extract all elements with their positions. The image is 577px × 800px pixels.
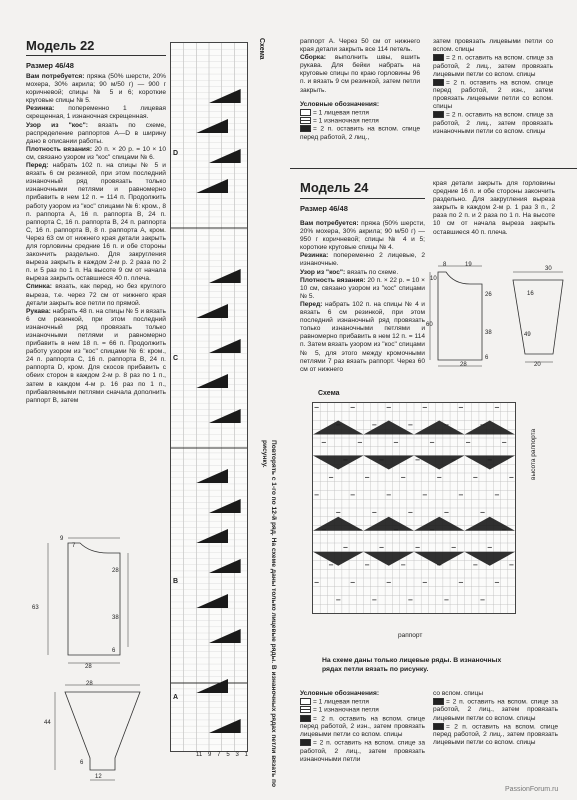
m24-legend-knit: = 1 лицевая петля	[313, 698, 369, 706]
density-text: 20 п. × 20 р. = 10 × 10 см, связано узором из "кос" спицами № 6.	[26, 145, 166, 161]
back-text: вязать, как перед, но без круглого выреза, т.е. через 72 см от нижнего края детали закрыть все петли по прямой.	[26, 283, 166, 307]
m24-dim-a: 8	[443, 262, 447, 268]
m24-cable-text: вязать по схеме.	[347, 268, 399, 276]
cable-purl-front-symbol	[433, 79, 444, 86]
cable-band-mark	[364, 552, 415, 566]
m24-cable-1-symbol	[300, 715, 311, 722]
cable-mark	[196, 679, 228, 693]
cable-band-mark	[465, 552, 516, 566]
model24-rapport-label: раппорт	[398, 632, 423, 639]
model22-chart-note-text: Повторять с 1-го по 12-й ряд. На схеме даны только лицевые ряды. В изнаночных рядах петли вязать по рисунку.	[261, 440, 277, 787]
m24-legend-purl: = 1 изнаночная петля	[313, 706, 379, 714]
model22-dim-width: 28	[85, 664, 92, 670]
model22-size: Размер 46/48	[26, 61, 74, 70]
cable-band-mark	[414, 552, 465, 566]
watermark: PassionForum.ru	[505, 786, 559, 793]
density-label: Плотность вязания:	[26, 145, 93, 153]
m24-legend-cable-1: = 2 п. оставить на вспом. спице перед работой, 2 изн., затем провязать лицевыми петли со вспом. спицы	[300, 715, 425, 739]
sleeves-text: набрать 48 п. на спицы № 5 и вязать 6 см резинкой, при этом последний изнаночный ряд провязать только изнаночными петлями и равномерно прибавить в нем 18 п. = 66 п. Продолжить работу узором из "кос" спицами № 6: кром., 24 п. раппорта C, 16 п. раппорта B, 24 п. раппорта D, кром. Для скосов прибавить с обеих сторон в каждом 2-м р. 8 раз по 1 п., затем в каждом 4-м р. 16 раз по 1 п., прибавляемыми петлями сначала дополнить раппорт B, затем	[26, 307, 166, 404]
model24-description-cont: края детали закрыть для горловины средние 16 п. и обе стороны закончить раздельно. Для закругления выреза закрыть в каждом 2-м р. 1 раз 3 п., 2 раза по 2 п. и 2 раза по 1 п. На высоте 10 см от начала выреза закрыть оставшиеся 40 п. плеча.	[433, 180, 555, 236]
model22-rapport-D: D	[173, 150, 179, 157]
m24-rib-label: Резинка:	[300, 252, 329, 260]
m24-legend-title: Условные обозначения:	[300, 690, 380, 697]
cable-mark	[196, 469, 228, 483]
cable-mark	[196, 594, 228, 608]
model22-body-pattern	[40, 535, 165, 670]
m24-legend-cont-0: со вспом. спицы	[433, 690, 484, 697]
cable-band-mark	[465, 421, 516, 435]
cable-back-symbol	[433, 54, 444, 61]
model22-cont-p1: раппорт A. Через 50 см от нижнего края детали закрыть все 114 петель.	[300, 38, 420, 54]
model22-legend-title: Условные обозначения:	[300, 100, 380, 108]
model22-description	[26, 73, 166, 405]
cable-mark	[209, 559, 241, 573]
purl-symbol	[300, 117, 311, 124]
model24-title-rule	[300, 198, 425, 199]
row-1: 1	[244, 752, 248, 758]
front-label: Перед:	[26, 162, 49, 170]
m24-cable-4-symbol	[433, 723, 444, 730]
m24-density-label: Плотность вязания:	[300, 276, 366, 284]
cable-band-mark	[313, 456, 364, 470]
m24-dim-e: 60	[426, 322, 433, 328]
model24-height-text: высота раппорта	[530, 428, 537, 480]
sleeves-label: Рукава:	[26, 307, 51, 315]
model24-legend-col2	[433, 690, 558, 747]
m24-purl-symbol	[300, 706, 311, 713]
cable-band-mark	[414, 517, 465, 531]
cable-text: вязать по схеме, распределение раппортов A—D в ширину дано в описании работы.	[26, 121, 166, 145]
m24-dim-c: 10	[430, 276, 437, 282]
m24-legend-cable-2: = 2 п. оставить на вспом. спице за работой, 2 лиц., затем провязать изнаночными петли	[300, 739, 425, 763]
m24-cable-3-symbol	[433, 698, 444, 705]
model22-title: Модель 22	[26, 38, 95, 53]
cable-mark	[209, 409, 241, 423]
cable-mark	[209, 89, 241, 103]
cable-mark	[209, 719, 241, 733]
legend-cont-3: = 2 п. оставить на вспом. спице за работой, 2 лиц., затем провязать изнаночными петли со вспом. спицы	[433, 111, 553, 135]
model22-rapport-B: B	[173, 578, 179, 585]
model22-title-rule	[26, 55, 166, 56]
model24-chart-grid	[313, 403, 515, 613]
model22-sleeve-pattern	[40, 680, 165, 790]
cable-band-mark	[364, 456, 415, 470]
model24-legend-col1	[300, 690, 425, 764]
m24-dim-g: 6	[485, 355, 489, 361]
m24-legend-cont-2: = 2 п. оставить на вспом. спице перед работой, 2 лиц., затем провязать лицевыми петли со вспом. спицы	[433, 722, 558, 747]
model24-chart	[312, 402, 516, 614]
model22-sleeve-h: 44	[44, 720, 51, 726]
m24-knit-symbol	[300, 698, 311, 705]
model22-dim-top2: 7	[72, 543, 76, 549]
m24-dim-d: 26	[485, 292, 492, 298]
model24-description	[300, 220, 425, 374]
model22-rapport-C: C	[173, 355, 179, 362]
cable-band-mark	[364, 517, 415, 531]
row-3: 3	[235, 752, 239, 758]
m24-dim-f: 38	[485, 330, 492, 336]
m24-materials-text: пряжа (50% шерсти, 20% мохера, 30% акрила; 90 м/50 г) — 950 г коричневой; спицы № 4 и 5; короткие круговые спицы № 4.	[300, 220, 425, 252]
model22-dim-h2: 38	[112, 615, 119, 621]
model22-row-numbers	[196, 752, 248, 758]
m24-density-text: 20 п. × 22 р. = 10 × 10 см, связано узором из "кос" спицами № 5.	[300, 276, 426, 300]
m24-dim-b: 19	[465, 262, 472, 268]
cable-band-mark	[313, 552, 364, 566]
knit-symbol	[300, 109, 311, 116]
m24-front-label: Перед:	[300, 300, 323, 308]
model22-sleeve-top: 28	[86, 681, 93, 687]
legend-cable-front: = 2 п. оставить на вспом. спице перед работой, 2 лиц.,	[300, 125, 420, 141]
model22-dim-h1: 28	[112, 568, 119, 574]
cable-band-mark	[465, 517, 516, 531]
front-text: набрать 102 п. на спицы № 5 и вязать 6 см резинкой, при этом последний изнаночный ряд провязать только изнаночными петлями и равномерно прибавить в нем 12 п. = 114 п. Продолжить работу узором из "кос" спицами № 6: кром., 8 п. раппорта A, 16 п. раппорта B, 24 п. раппорта C, 16 п. раппорта B, 24 п. раппорта C, 16 п. раппорта B, 8 п. раппорта A, кром. Через 63 см от нижнего края детали закрыть для горловины средние 16 п. и обе стороны закончить раздельно. Для закругления выреза закрыть в каждом 2-м р. 2 раза по 2 п. и 5 раз по 1 п. На высоте 9 см от начала выреза закрыть оставшиеся 40 п. плеча.	[26, 162, 166, 283]
model22-sleeve-bottom: 6	[80, 760, 84, 766]
cable-mark	[196, 529, 228, 543]
cable-purl-back-symbol	[433, 111, 444, 118]
materials-text: пряжа (50% шерсти, 20% мохера, 30% акрила; 90 м/50 г) — 900 г коричневой; спицы № 5 и 6; короткие круговые спицы № 5.	[26, 73, 166, 105]
cable-mark	[209, 269, 241, 283]
materials-label: Вам потребуется:	[26, 73, 85, 80]
model22-cont-col1	[300, 38, 420, 142]
legend-cont-0: затем провязать лицевыми петли со вспом. спицы	[433, 38, 553, 54]
section-divider	[290, 168, 577, 169]
cable-band-mark	[414, 456, 465, 470]
row-9: 9	[208, 752, 212, 758]
model22-dim-bottom: 6	[112, 648, 116, 654]
back-label: Спинка:	[26, 283, 52, 291]
legend-cont-2: = 2 п. оставить на вспом. спице перед работой, 2 изн., затем провязать лицевыми петли со вспом. спицы	[433, 78, 553, 111]
cable-band-mark	[313, 517, 364, 531]
model22-chart	[170, 42, 248, 752]
cable-band-mark	[313, 421, 364, 435]
m24-dim-i: 16	[527, 291, 534, 297]
assembly-label: Сборка:	[300, 54, 326, 62]
model24-chart-note: На схеме даны только лицевые ряды. В изнаночных рядах петли вязать по рисунку.	[322, 657, 502, 673]
m24-dim-l: 30	[545, 266, 552, 272]
cable-front-symbol	[300, 125, 311, 132]
m24-legend-cont-1: = 2 п. оставить на вспом. спице за работой, 2 лиц., затем провязать лицевыми петли со вспом. спицы	[433, 698, 558, 722]
rib-label: Резинка:	[26, 105, 55, 113]
m24-rib-text: попеременно 2 лицевые, 2 изнаночные.	[300, 252, 425, 268]
model24-size: Размер 46/48	[300, 204, 348, 213]
m24-dim-k: 49	[524, 332, 531, 338]
model22-dim-left: 63	[32, 605, 39, 611]
cable-band-mark	[364, 421, 415, 435]
m24-dim-h: 28	[460, 362, 467, 368]
legend-purl: = 1 изнаночная петля	[313, 117, 379, 125]
cable-mark	[209, 499, 241, 513]
model22-dim-top: 9	[60, 536, 64, 542]
row-11: 11	[196, 752, 203, 758]
model22-chart-grid	[171, 43, 247, 751]
m24-cable-label: Узор из "кос":	[300, 268, 346, 276]
cable-mark	[196, 304, 228, 318]
cable-label: Узор из "кос":	[26, 121, 88, 129]
m24-dim-j: 20	[534, 362, 541, 368]
legend-knit: = 1 лицевая петля	[313, 109, 369, 116]
model22-rapport-A: A	[173, 694, 179, 701]
model24-sleeve-pattern	[505, 262, 575, 372]
cable-mark	[209, 629, 241, 643]
model22-schema-label: Схема	[258, 38, 265, 60]
cable-band-mark	[414, 421, 465, 435]
m24-front-text: набрать 102 п. на спицы № 4 и вязать 6 см резинкой, при этом последний изнаночный ряд провязать только изнаночными петлями и равномерно прибавить в нем 12 п. = 114 п. Затем вязать узором из "кос" спицами № 5, для этого между кромочными петлями 7 раз вязать раппорт. Через 60 см от нижнего	[300, 300, 425, 373]
cable-mark	[196, 119, 228, 133]
cable-mark	[196, 179, 228, 193]
row-7: 7	[217, 752, 221, 758]
legend-cont-1: = 2 п. оставить на вспом. спице за работой, 2 лиц., затем провязать лицевыми петли со вспом. спицы	[433, 54, 553, 78]
m24-materials-label: Вам потребуется:	[300, 220, 359, 227]
assembly-text: выполнить швы, вшить рукава. Для бейки набрать на круговые спицы по краю горловины 96 п. и вязать 9 см резинкой, затем петли закрыть.	[300, 54, 420, 94]
rib-text: попеременно 1 лицевая скрещенная, 1 изнаночная скрещенная.	[26, 105, 166, 121]
cable-mark	[196, 374, 228, 388]
model22-sleeve-width: 12	[95, 774, 102, 780]
model24-schema-label: Схема	[318, 390, 340, 397]
row-5: 5	[226, 752, 230, 758]
model24-title: Модель 24	[300, 180, 369, 195]
cable-band-mark	[465, 456, 516, 470]
model22-cont-col2	[433, 38, 553, 136]
m24-cable-2-symbol	[300, 739, 311, 746]
